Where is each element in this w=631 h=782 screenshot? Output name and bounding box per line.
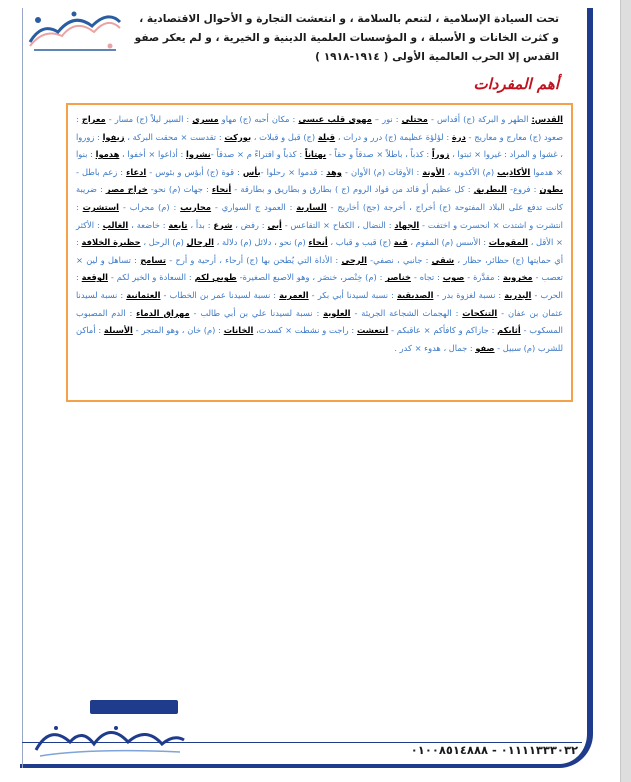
vocab-definition: : (م) خان ، وهو المتجر -	[132, 325, 224, 336]
vocab-definition: : نسبة لسيدنا علي بن أبي طالب -	[189, 307, 324, 318]
vocab-definition: (م) نحو ، دلائل (م) دلالة ،	[213, 237, 309, 248]
vocab-definition: : زعم باطل -	[76, 166, 127, 177]
vocab-definition: : الدم المصبوب المسكوب -	[76, 307, 563, 336]
vocab-definition: : أي حمايتها (ج) حظائر، حظار ،	[76, 237, 564, 265]
vocab-definition: : لؤلؤة عظيمة (ج) درر و درات ،	[335, 131, 452, 142]
vocab-definition: : ضريبة كانت تدفع على البلاد المفتوحة (ج) أخراج ، أخرجة (جج) أخاريج -	[76, 184, 563, 212]
vocab-definition: : بنوا × هدموا	[76, 149, 563, 177]
vocab-term: تابعة	[168, 219, 188, 230]
vocab-term: الأسبلة	[103, 325, 133, 336]
vocab-term: طوبي لكم	[194, 272, 237, 283]
vocab-definition: : جازاكم و كافأكم × عاقبكم -	[388, 325, 498, 336]
vocab-definition: : رفض ،	[232, 219, 268, 230]
vocab-definition: : خاضعة ،	[128, 219, 169, 230]
logo-graphic	[24, 6, 124, 54]
vocab-definition: (م) الأكذوبة ،	[444, 166, 498, 177]
vocab-definition: : زوروا ، غشوا و المراد : غيروا × ثبتوا ،	[76, 131, 563, 160]
vocab-definition: : الأداة التي يُطحن بها (ج) أرحاء ، أرحية و أرح -	[166, 254, 342, 265]
vocab-definition: : قدموا × رحلوا -	[260, 166, 327, 177]
vocabulary-heading: أهم المفردات	[473, 75, 559, 93]
vocab-definition: الطهر و البركة (ج) أقداس -	[427, 114, 532, 124]
arabic-language-logo	[24, 6, 124, 54]
vocab-definition: : بدأ ،	[187, 219, 214, 230]
vocab-term: مجتلى	[401, 114, 428, 124]
vocab-definition: (ج) قبل و قبلات ،	[251, 131, 318, 142]
vocabulary-text	[76, 111, 563, 357]
intro-paragraph: تحت السيادة الإسلامية ، لتنعم بالسلامة ، و انتعشت التجارة و الأحوال الاقتصادية ، و كثرت الخانات و الأسبلة ، و المؤسسات العلمية الدينية و الخيرية ، و لم يعكر صفو القدس إلا الحرب العالمية الأولى ( ١٩١٤-١٩١٨ )	[134, 13, 559, 63]
vocab-term: محاريب	[180, 201, 212, 212]
vocab-term: مخروبة	[502, 272, 533, 283]
vocab-definition: : جمال ، هدوء × كدر .	[394, 342, 476, 353]
vocab-definition: (ج) قبب و قباب ،	[327, 237, 394, 248]
vocab-definition: : الأسس (م) المقوم ،	[407, 237, 489, 248]
vocab-definition: : النضال ، الكفاح × التقاعس -	[281, 219, 395, 230]
vocab-definition: : تجاه -	[410, 272, 443, 283]
frame-left-line	[22, 8, 23, 768]
vocab-term: بهتاناً	[304, 149, 327, 160]
vocab-definition: : (م) محراب -	[119, 201, 181, 212]
vocab-term: صفو	[475, 342, 495, 353]
vocab-term: خناصر	[385, 272, 411, 283]
vocab-term: المقومات	[488, 237, 528, 248]
vocab-term: البدرية	[504, 289, 532, 300]
vocab-definition: : صعود (ج) معارج و معاريج -	[76, 114, 563, 142]
phone-numbers: ٠١١١١٣٣٣٠٣٢ - ٠١٠٠٨٥١٤٨٨٨	[410, 743, 578, 757]
vocab-definition: : مكان أحبه (ج) مهاو	[218, 114, 299, 124]
vocab-term: أنحاء	[211, 184, 232, 195]
vocab-term: مهوى قلب عيسى	[298, 114, 372, 124]
vocab-definition: : العمود ج السواري -	[211, 201, 297, 212]
vocab-term: التنكحات	[462, 307, 498, 318]
vocab-definition: : تقدست × محقت البركة ،	[124, 131, 225, 142]
vocab-term: السارية	[296, 201, 327, 212]
vocab-term: شقي	[431, 254, 455, 265]
vocab-definition: : كل عظيم أو قائد من قواد الروم (ج ) بطارق و بطاريق و بطارقة -	[231, 184, 474, 195]
vocab-definition: (م) الرحل ،	[140, 237, 187, 248]
vocab-definition: : راجت و نشطت × كسدت،	[253, 325, 357, 336]
vocab-definition: : نسبة لغزوة بدر -	[433, 289, 505, 300]
signature-graphic	[30, 698, 190, 760]
vocabulary-box	[66, 103, 573, 402]
vocab-term: العثمانية	[126, 289, 161, 300]
vocab-term: صوب	[442, 272, 465, 283]
vocab-term: العلوية	[323, 307, 351, 318]
vocab-term: بطون	[539, 184, 563, 195]
vocab-definition: : الأكثر × الأقل ،	[76, 219, 563, 248]
vocab-definition: : أذاعوا × أخفوا ،	[119, 149, 187, 160]
vocab-definition: : نسبة لسيدنا أبي بكر -	[308, 289, 397, 300]
vocab-definition: : نسبة لسيدنا عثمان بن عفان -	[76, 289, 564, 318]
vocab-term: الأونة	[422, 166, 445, 177]
vocab-term: البطريق	[473, 184, 507, 195]
vocab-term: شرع	[213, 219, 233, 230]
vocab-definition: : أماكن للشرب (م) سبيل -	[76, 325, 563, 353]
vocab-term: الأكاذيب	[497, 166, 531, 177]
vocab-term: الرحى	[341, 254, 367, 265]
vocab-definition: : كذباً و افتراءً م × صدقاً -	[210, 149, 305, 160]
vocab-term: الغالب	[102, 219, 129, 230]
vocab-term: مهراق الدماء	[136, 307, 190, 318]
vocab-term: الخانات	[223, 325, 254, 336]
vocab-term: قبة	[393, 237, 408, 248]
vocab-term: الوقعة	[81, 272, 108, 283]
vocab-definition: : الهجمات الشجاعة الجريئة -	[350, 307, 463, 318]
vocab-term: القدس:	[531, 114, 563, 124]
vocab-term: الجهاد	[394, 219, 420, 230]
vocab-definition: : نسبة لسيدنا عمر بن الخطاب -	[160, 289, 280, 300]
vocab-term: أبى	[267, 219, 282, 230]
vocab-definition: : كذباً ، باطلاً × صدقاً و حقاً -	[326, 149, 432, 160]
vocab-term: خراج مصر	[105, 184, 148, 195]
vocab-term: الصديقية	[397, 289, 434, 300]
vocab-definition: : السعادة و الخير لكم -	[107, 272, 195, 283]
vocab-term: بوركت	[224, 131, 252, 142]
vocab-definition: : الحرب -	[76, 272, 563, 300]
vocab-term: وهد	[326, 166, 342, 177]
vocab-term: العمرية	[279, 289, 309, 300]
vocab-definition: : انتشرت و اشتدت × انحسرت و اختفت -	[76, 201, 563, 230]
vocab-term: زيفوا	[102, 131, 125, 142]
vocab-term: حظيرة الخلافة	[81, 237, 141, 248]
vocab-definition: : تساهل و لين × تعصب -	[76, 254, 563, 283]
vocab-term: زوراً	[431, 149, 450, 160]
vocab-definition: : فروع-	[506, 184, 540, 195]
vocab-term: أنحاء	[308, 237, 328, 248]
vocab-term: معراج	[81, 114, 106, 124]
vocab-term: أثابكم	[497, 325, 521, 336]
vocab-term: الرحال	[186, 237, 214, 248]
scrollbar[interactable]	[620, 0, 631, 782]
vocab-term: تسامح	[140, 254, 166, 265]
vocab-term: بأس	[242, 166, 261, 177]
vocab-definition: : (م) خِنْصر، خنصَر ، وهو الاصبع الصغيرة-	[236, 272, 386, 283]
vocab-term: انتعشت	[356, 325, 389, 336]
vocab-definition: : الأوقات (م) الأوان -	[341, 166, 423, 177]
vocab-term: استشرت	[82, 201, 119, 212]
vocab-definition: : السير ليلاً (ج) مسار -	[105, 114, 193, 124]
vocab-definition: : نور –	[371, 114, 402, 124]
vocab-definition: : مقدَّرة -	[464, 272, 503, 283]
author-credit	[30, 698, 190, 760]
vocab-term: نشروا	[186, 149, 211, 160]
vocab-term: درة	[451, 131, 466, 142]
vocab-definition: : جهات (م) نحو-	[147, 184, 212, 195]
vocab-term: مسرى	[192, 114, 219, 124]
vocab-term: هدموا	[95, 149, 120, 160]
vocab-definition: : جانبي ، نصفي-	[366, 254, 432, 265]
vocab-term: قبلة	[317, 131, 336, 142]
vocab-definition: : قوة (ج) أبؤس و بئوس -	[146, 166, 243, 177]
vocab-term: ادعاء	[126, 166, 147, 177]
